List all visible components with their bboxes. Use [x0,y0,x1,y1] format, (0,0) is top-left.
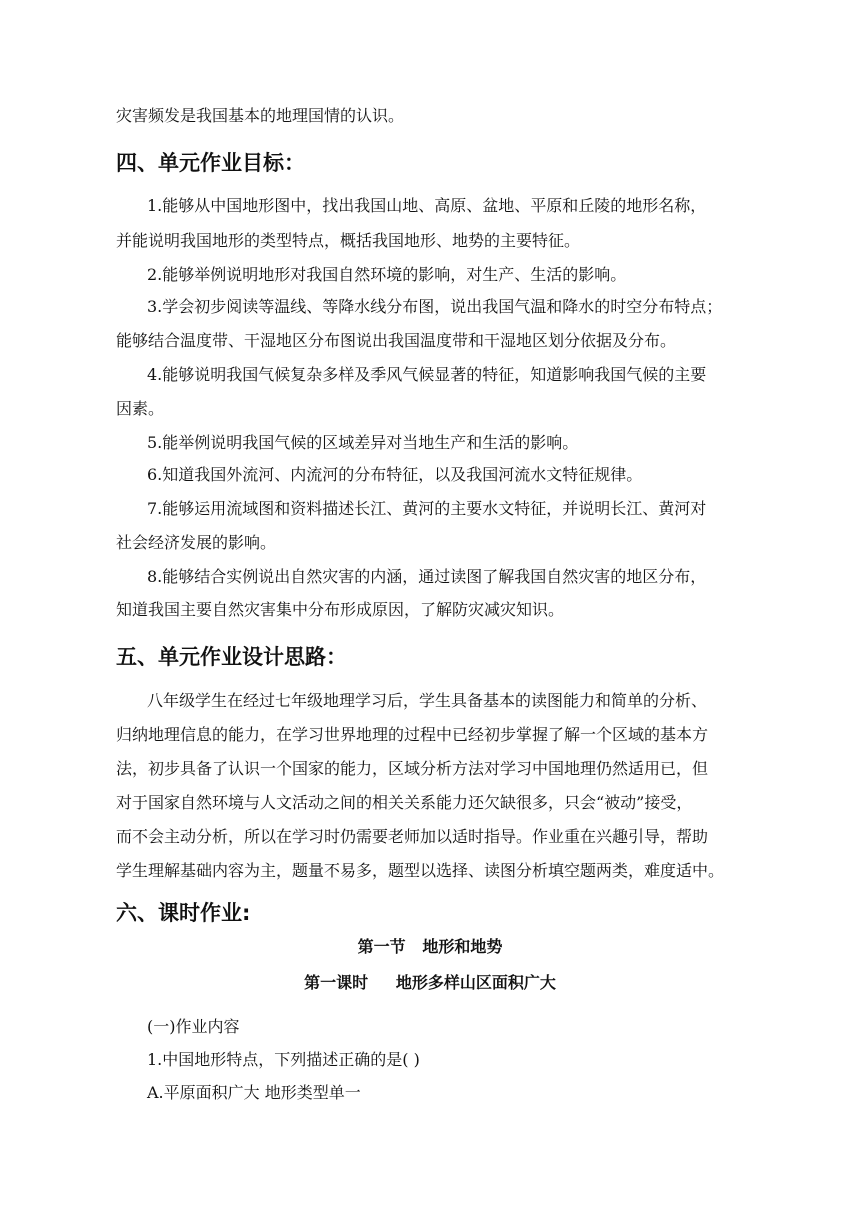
intro-tail-text: 灾害频发是我国基本的地理国情的认识。 [116,106,405,125]
goal-6: 6.知道我国外流河、内流河的分布特征，以及我国河流水文特征规律。 [147,465,643,484]
content-label: (一)作业内容 [147,1017,240,1036]
goal-8-line-2: 知道我国主要自然灾害集中分布形成原因，了解防灾减灾知识。 [116,600,565,619]
goal-4-line-2: 因素。 [116,399,165,418]
lesson-title: 第一课时 地形多样山区面积广大 [304,973,556,992]
section-title: 第一节 地形和地势 [357,937,503,956]
goal-8-line-1: 8.能够结合实例说出自然灾害的内涵，通过读图了解我国自然灾害的地区分布， [147,567,707,586]
design-line-1: 八年级学生在经过七年级地理学习后，学生具备基本的读图能力和简单的分析、 [147,691,708,710]
goal-7-line-1: 7.能够运用流域图和资料描述长江、黄河的主要水文特征，并说明长江、黄河对 [147,499,707,518]
section-6-heading: 六、课时作业: [116,901,251,925]
goal-5: 5.能举例说明我国气候的区域差异对当地生产和生活的影响。 [147,433,579,452]
question-1-option-a: A.平原面积广大 地形类型单一 [147,1083,361,1102]
design-line-4: 对于国家自然环境与人文活动之间的相关关系能力还欠缺很多，只会“被动”接受， [116,793,693,812]
goal-4-line-1: 4.能够说明我国气候复杂多样及季风气候显著的特征，知道影响我国气候的主要 [147,365,707,384]
section-4-heading: 四、单元作业目标： [116,151,305,175]
goal-3-line-1: 3.学会初步阅读等温线、等降水线分布图，说出我国气温和降水的时空分布特点； [147,297,723,316]
question-1: 1.中国地形特点，下列描述正确的是( ) [147,1050,420,1069]
design-line-3: 法，初步具备了认识一个国家的能力，区域分析方法对学习中国地理仍然适用已，但 [116,759,709,778]
goal-1-line-2: 并能说明我国地形的类型特点，概括我国地形、地势的主要特征。 [116,231,581,250]
goal-1-line-1: 1.能够从中国地形图中，找出我国山地、高原、盆地、平原和丘陵的地形名称， [147,196,707,215]
section-5-heading: 五、单元作业设计思路： [116,645,347,669]
goal-3-line-2: 能够结合温度带、干湿地区分布图说出我国温度带和干湿地区划分依据及分布。 [116,331,677,350]
design-line-6: 学生理解基础内容为主，题量不易多，题型以选择、读图分析填空题两类，难度适中。 [116,861,725,880]
goal-7-line-2: 社会经济发展的影响。 [116,533,277,552]
design-line-5: 而不会主动分析，所以在学习时仍需要老师加以适时指导。作业重在兴趣引导，帮助 [116,827,709,846]
goal-2: 2.能够举例说明地形对我国自然环境的影响，对生产、生活的影响。 [147,265,627,284]
design-line-2: 归纳地理信息的能力，在学习世界地理的过程中已经初步掌握了解一个区域的基本方 [116,725,709,744]
